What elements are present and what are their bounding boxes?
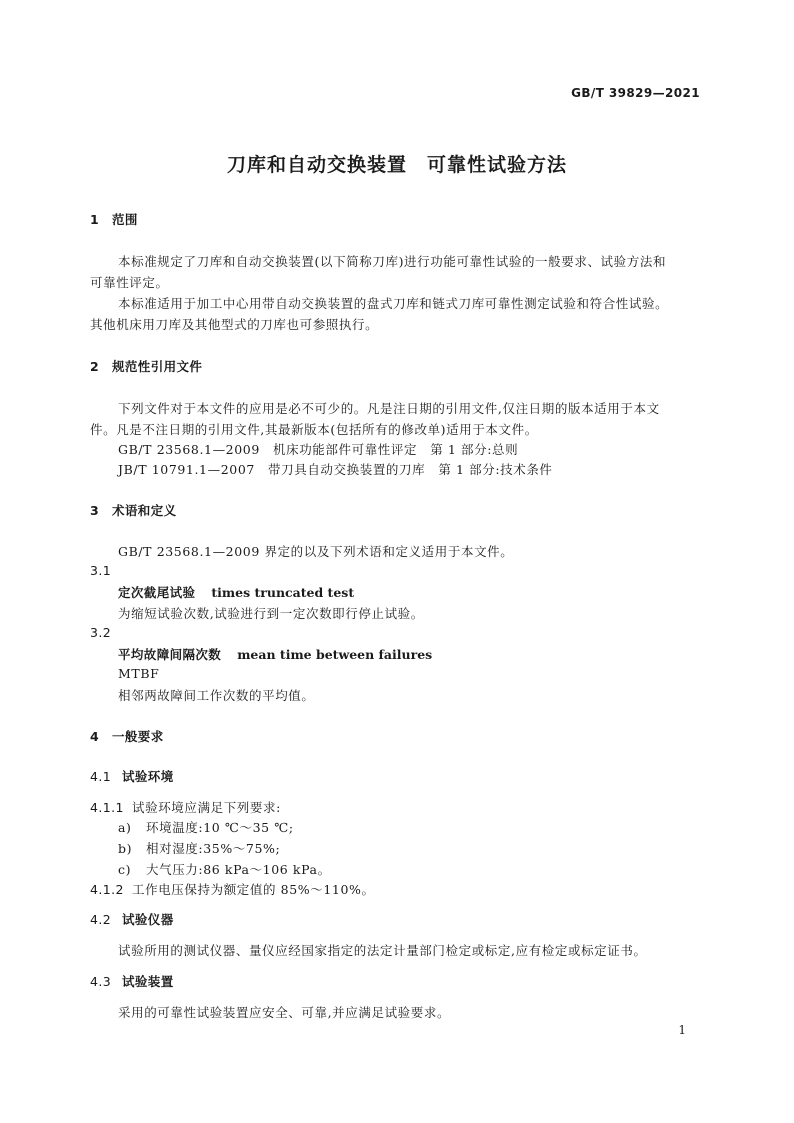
section-4-3-number: 4.3 (90, 974, 112, 989)
document-title: 刀库和自动交换装置 可靠性试验方法 (226, 154, 567, 176)
list-item-b (118, 839, 280, 858)
section-3-heading (90, 501, 177, 519)
section-4-2-text: 试验所用的测试仪器、量仪应经国家指定的法定计量部门检定或标定,应有检定或标定证书。 (118, 943, 647, 958)
term-3-1-number: 3.1 (90, 563, 112, 578)
list-item-c-label: c) (118, 862, 132, 877)
section-4-1-number: 4.1 (90, 769, 112, 784)
term-3-2-en: mean time between failures (237, 647, 433, 662)
list-item-b-label: b) (118, 841, 133, 856)
section-1-para-2-line-2: 其他机床用刀库及其他型式的刀库也可参照执行。 (90, 317, 379, 332)
clause-4-1-1-number: 4.1.1 (90, 800, 124, 815)
section-1-number: 1 (90, 212, 100, 227)
page-number: 1 (678, 1023, 686, 1037)
section-2-para-line-1: 下列文件对于本文件的应用是必不可少的。凡是注日期的引用文件,仅注日期的版本适用于本文 (118, 401, 660, 416)
section-1-para-1-line-2: 可靠性评定。 (90, 275, 169, 290)
section-4-3-text: 采用的可靠性试验装置应安全、可靠,并应满足试验要求。 (118, 1005, 451, 1020)
section-3-intro: GB/T 23568.1—2009 界定的以及下列术语和定义适用于本文件。 (118, 544, 514, 559)
reference-2: JB/T 10791.1—2007 带刀具自动交换装置的刀库 第 1 部分:技术条件 (118, 462, 553, 477)
term-3-1 (118, 583, 354, 602)
standard-number: GB/T 39829—2021 (571, 86, 700, 100)
clause-4-1-2-text: 工作电压保持为额定值的 85%～110%。 (132, 882, 375, 897)
section-2-number: 2 (90, 359, 100, 374)
section-2-heading (90, 357, 202, 375)
section-4-number: 4 (90, 729, 100, 744)
section-4-2-heading (90, 910, 174, 928)
clause-4-1-1 (90, 798, 281, 817)
section-4-2-number: 4.2 (90, 912, 112, 927)
section-2-title: 规范性引用文件 (112, 359, 203, 374)
section-1-para-1-line-1: 本标准规定了刀库和自动交换装置(以下简称刀库)进行功能可靠性试验的一般要求、试验方法和 (118, 254, 667, 269)
section-4-1-heading (90, 767, 174, 785)
term-3-1-cn: 定次截尾试验 (118, 585, 196, 600)
section-4-3-title: 试验装置 (122, 974, 174, 989)
clause-4-1-2 (90, 880, 375, 899)
list-item-c-text: 大气压力:86 kPa～106 kPa。 (146, 862, 331, 877)
section-3-number: 3 (90, 503, 100, 518)
term-3-2-abbreviation: MTBF (118, 666, 160, 681)
section-1-title: 范围 (112, 212, 138, 227)
section-1-para-2-line-1: 本标准适用于加工中心用带自动交换装置的盘式刀库和链式刀库可靠性测定试验和符合性试验。 (118, 296, 669, 311)
term-3-2-cn: 平均故障间隔次数 (118, 647, 222, 662)
term-3-2-definition: 相邻两故障间工作次数的平均值。 (118, 688, 315, 703)
reference-1: GB/T 23568.1—2009 机床功能部件可靠性评定 第 1 部分:总则 (118, 442, 519, 457)
section-4-title: 一般要求 (112, 729, 164, 744)
term-3-1-en: times truncated test (211, 585, 355, 600)
section-3-title: 术语和定义 (112, 503, 177, 518)
section-1-heading (90, 210, 138, 228)
clause-4-1-1-text: 试验环境应满足下列要求: (132, 800, 281, 815)
list-item-c (118, 860, 331, 879)
section-2-para-line-2: 件。凡是不注日期的引用文件,其最新版本(包括所有的修改单)适用于本文件。 (90, 422, 538, 437)
term-3-1-definition: 为缩短试验次数,试验进行到一定次数即行停止试验。 (118, 606, 424, 621)
term-3-2 (118, 645, 432, 664)
list-item-a-label: a) (118, 820, 132, 835)
list-item-a (118, 818, 294, 837)
section-4-2-title: 试验仪器 (122, 912, 174, 927)
section-4-1-title: 试验环境 (122, 769, 174, 784)
section-4-3-heading (90, 972, 174, 990)
section-4-heading (90, 727, 164, 745)
list-item-a-text: 环境温度:10 ℃～35 ℃; (146, 820, 294, 835)
clause-4-1-2-number: 4.1.2 (90, 882, 124, 897)
term-3-2-number: 3.2 (90, 625, 112, 640)
list-item-b-text: 相对湿度:35%～75%; (146, 841, 281, 856)
